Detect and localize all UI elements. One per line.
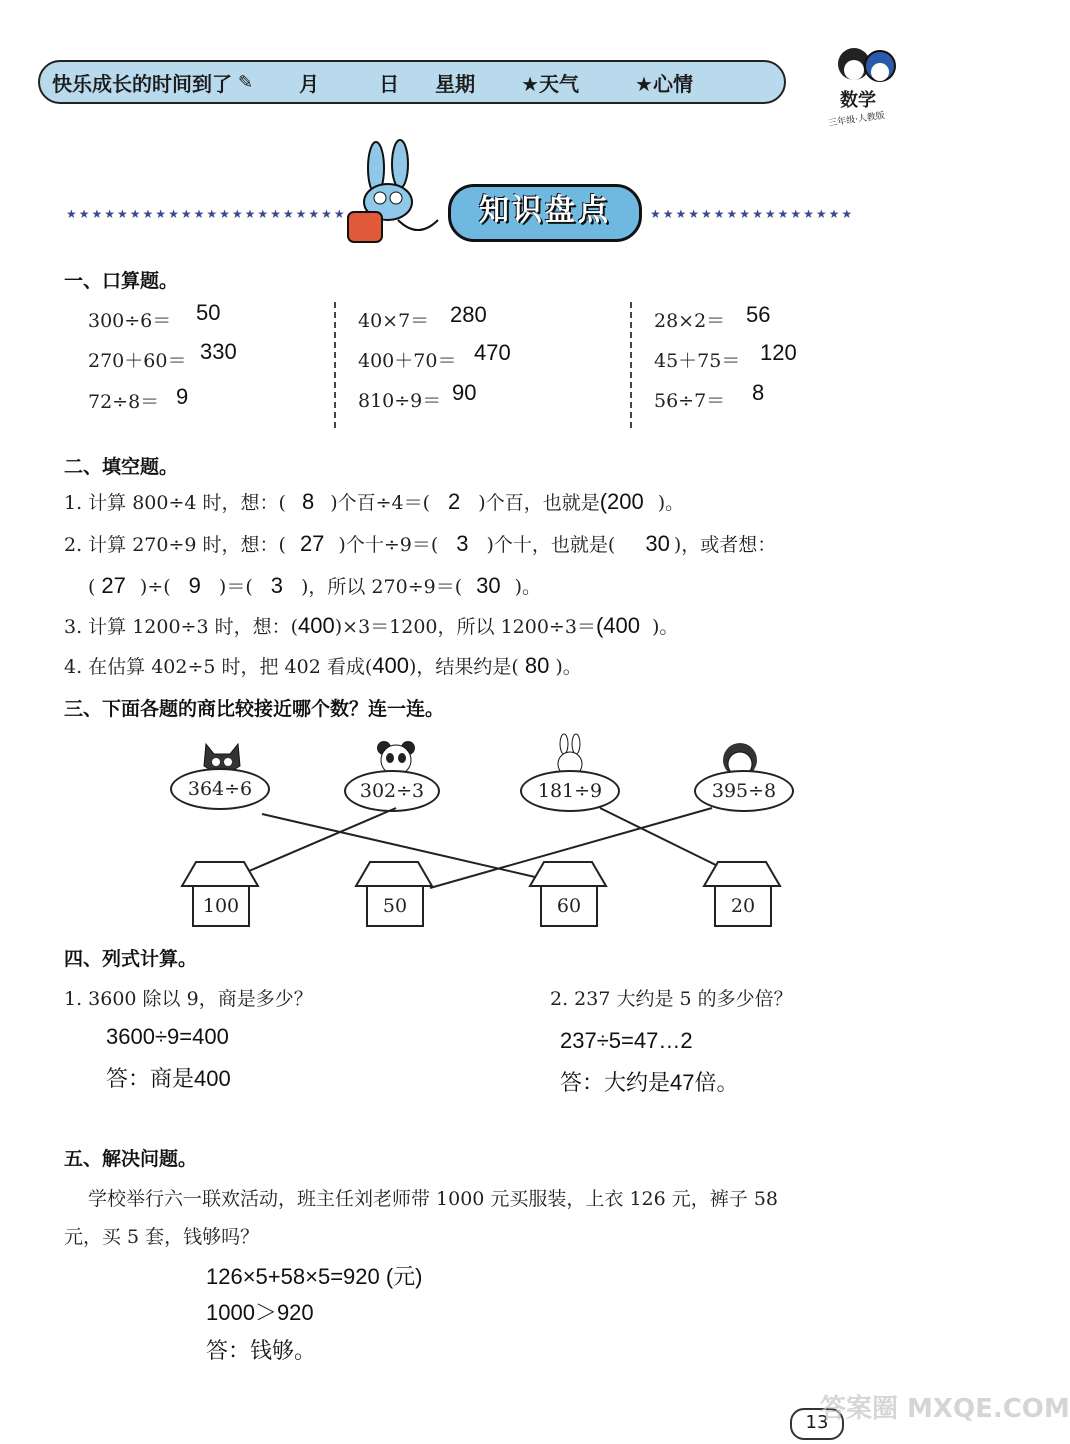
- q2-line-2: 2. 计算 270÷9 时，想：( 27 )个十÷9＝( 3 )个十，也就是( 30 )，或者想：: [64, 531, 777, 556]
- weather-label: ★天气: [521, 71, 580, 96]
- house-box: 100: [192, 885, 250, 927]
- q1-answer: 120: [760, 340, 797, 365]
- q5-title: 五、解决问题。: [64, 1148, 198, 1170]
- q1-expr: 270＋60＝: [88, 350, 187, 372]
- house-roof: [180, 858, 260, 888]
- q5-work-1: 126×5+58×5=920 (元): [206, 1264, 423, 1289]
- q5-text-1: 学校举行六一联欢活动，班主任刘老师带 1000 元买服装，上衣 126 元，裤子 58: [88, 1188, 778, 1210]
- q1-answer: 9: [176, 384, 189, 409]
- house-box: 60: [540, 885, 598, 927]
- section-title: 知识盘点: [448, 184, 642, 242]
- house-roof: [354, 858, 434, 888]
- expr-oval: 395÷8: [694, 770, 794, 812]
- q1-expr: 28×2＝: [654, 310, 726, 332]
- q2-line-3: ( 27 )÷( 9 )＝( 3 )，所以 270÷9＝( 30 )。: [88, 573, 542, 598]
- q2-line-1: 1. 计算 800÷4 时，想：( 8 )个百÷4＝( 2 )个百，也就是(200 )。: [64, 489, 685, 514]
- house-box: 50: [366, 885, 424, 927]
- house-roof: [702, 858, 782, 888]
- expr-oval: 302÷3: [344, 770, 440, 812]
- q1-expr: 810÷9＝: [358, 390, 442, 412]
- q5-text-2: 元，买 5 套，钱够吗？: [64, 1226, 260, 1248]
- q1-answer: 280: [450, 302, 487, 327]
- q1-expr: 40×7＝: [358, 310, 430, 332]
- expr-oval: 181÷9: [520, 770, 620, 812]
- weekday-label: 星期: [435, 71, 476, 96]
- q2-line-4: 3. 计算 1200÷3 时，想：(400)×3＝1200，所以 1200÷3＝(400 )。: [64, 613, 679, 638]
- house-box: 20: [714, 885, 772, 927]
- pencil-icon: ✎: [238, 71, 254, 93]
- q2-title: 二、填空题。: [64, 456, 179, 478]
- q4-work-2: 237÷5=47…2: [560, 1028, 693, 1053]
- q1-answer: 56: [746, 302, 771, 327]
- q1-expr: 45＋75＝: [654, 350, 741, 372]
- star-divider-right: ★★★★★★★★★★★★★★★★: [650, 207, 855, 221]
- q1-expr: 300÷6＝: [88, 310, 172, 332]
- q4-problem-1: 1. 3600 除以 9，商是多少？: [64, 988, 313, 1010]
- q1-answer: 330: [200, 339, 237, 364]
- subject-title: 数学: [840, 90, 876, 111]
- q1-answer: 8: [752, 380, 765, 405]
- q4-problem-2: 2. 237 大约是 5 的多少倍？: [550, 988, 793, 1010]
- q1-answer: 50: [196, 300, 221, 325]
- q2-line-5: 4. 在估算 402÷5 时，把 402 看成(400)，结果约是( 80 )。: [64, 653, 582, 678]
- month-label: 月: [299, 71, 320, 96]
- q4-answer-1: 答：商是400: [106, 1066, 231, 1091]
- mood-label: ★心情: [635, 71, 693, 96]
- q4-title: 四、列式计算。: [64, 948, 198, 970]
- subject-grade: 三年级·人教版: [827, 111, 886, 129]
- q1-expr: 56÷7＝: [654, 390, 726, 412]
- q1-answer: 90: [452, 380, 477, 405]
- slogan: 快乐成长的时间到了: [52, 71, 232, 96]
- q4-work-1: 3600÷9=400: [106, 1024, 229, 1049]
- watermark: 答案圈 MXQE.COM: [820, 1394, 1070, 1424]
- q5-work-2: 1000＞920: [206, 1300, 314, 1325]
- q1-expr: 72÷8＝: [88, 391, 160, 413]
- house-roof: [528, 858, 608, 888]
- star-divider-left: ★★★★★★★★★★★★★★★★★★★★★★: [66, 207, 347, 221]
- q3-title: 三、下面各题的商比较接近哪个数？连一连。: [64, 698, 445, 720]
- q1-answer: 470: [474, 340, 511, 365]
- q5-answer: 答：钱够。: [206, 1338, 317, 1363]
- page-number: 13: [790, 1408, 844, 1440]
- q4-answer-2: 答：大约是47倍。: [560, 1070, 739, 1095]
- day-label: 日: [379, 71, 400, 96]
- q1-expr: 400＋70＝: [358, 350, 457, 372]
- q1-title: 一、口算题。: [64, 270, 179, 292]
- expr-oval: 364÷6: [170, 768, 270, 810]
